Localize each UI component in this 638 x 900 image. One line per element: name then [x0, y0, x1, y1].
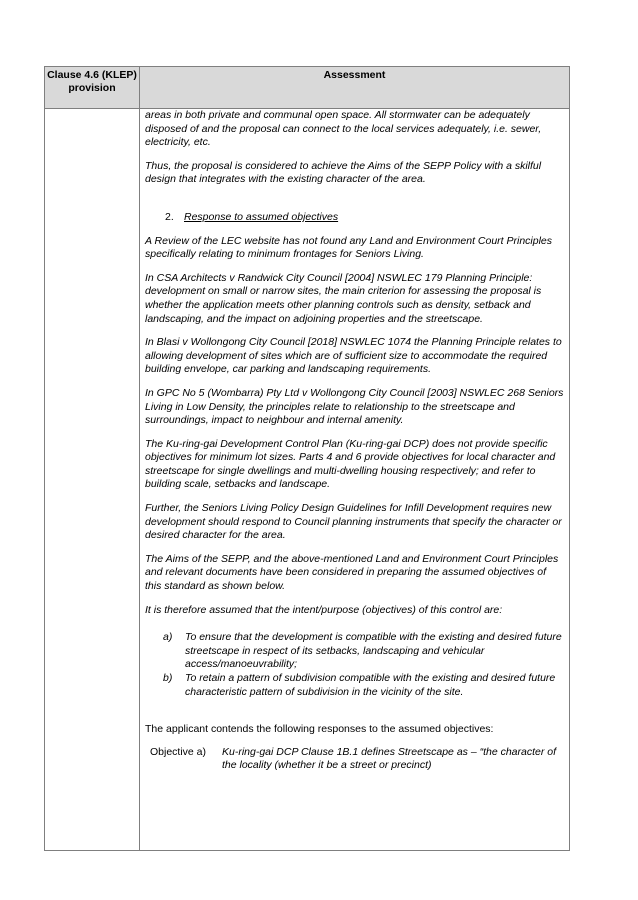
paragraph-11: The applicant contends the following responses to the assumed objectives:	[145, 723, 494, 736]
paragraph-9: The Aims of the SEPP, and the above-mentioned Land and Environment Court Principles and relevant documents have been considered in preparing the assumed objectives of this standard as shown below.	[145, 552, 559, 593]
paragraph-5: In Blasi v Wollongong City Council [2018] NSWLEC 1074 the Planning Principle relates to allowing development of sites which are of sufficient size to accommodate the required building envelope, car parking and landscaping requirements.	[145, 336, 562, 376]
objective-label: Objective a)	[150, 745, 207, 758]
list-text: To retain a pattern of subdivision compatible with the existing and desired future characteristic pattern of subdivision in the vicinity of the site.	[185, 672, 556, 698]
list-text: To ensure that the development is compatible with the existing and desired future streetscape in respect of its setbacks, landscaping and vehicular access/manoeuvrability;	[185, 631, 562, 671]
paragraph-10: It is therefore assumed that the intent/purpose (objectives) of this control are:	[145, 603, 503, 616]
objectives-list	[145, 631, 565, 699]
col1-header: Clause 4.6 (KLEP) provision	[47, 69, 137, 94]
list-item	[145, 631, 565, 672]
list-item	[145, 672, 565, 699]
section-heading	[145, 211, 565, 225]
objective-text: Ku-ring-gai DCP Clause 1B.1 defines Streetscape as – “the character of the locality (whether it be a street or precinct)	[222, 745, 557, 772]
paragraph-3: A Review of the LEC website has not found any Land and Environment Court Principles specifically relating to minimum frontages for Seniors Living.	[145, 234, 553, 261]
list-marker: b)	[163, 672, 173, 684]
assessment-cell	[145, 109, 565, 773]
heading-number: 2.	[165, 210, 174, 223]
paragraph-4: In CSA Architects v Randwick City Council [2004] NSWLEC 179 Planning Principle: development on small or narrow sites, the main criterion for assessing the proposal is whether the application meets other planning controls such as density, setback and landscaping, and the impact on adjoining properties and the streetscape.	[145, 271, 542, 325]
assessment-table	[44, 66, 570, 851]
column-divider	[139, 67, 140, 850]
heading-text: Response to assumed objectives	[184, 210, 339, 223]
col2-header: Assessment	[323, 69, 386, 81]
paragraph-7: The Ku-ring-gai Development Control Plan (Ku-ring-gai DCP) does not provide specific objectives for minimum lot sizes. Parts 4 and 6 provide objectives for local character and streetscape for single dwellings and multi-dwelling housing respectively; and refer to building scale, setbacks and landscape.	[145, 437, 556, 491]
paragraph-2: Thus, the proposal is considered to achieve the Aims of the SEPP Policy with a skilful design that integrates with the existing character of the area.	[145, 159, 542, 186]
paragraph-8: Further, the Seniors Living Policy Design Guidelines for Infill Development requires new development should respond to Council planning instruments that specify the character or desired character for the area.	[145, 502, 562, 542]
paragraph-1: areas in both private and communal open space. All stormwater can be adequately disposed of and the proposal can connect to the local services adequately, i.e. sewer, electricity, etc.	[145, 109, 542, 149]
list-marker: a)	[163, 631, 173, 644]
objective-row	[145, 746, 565, 773]
paragraph-6: In GPC No 5 (Wombarra) Pty Ltd v Wollongong City Council [2003] NSWLEC 268 Seniors Living in Low Density, the principles relate to relationship to the streetscape and surroundings, impact to neighbour and internal amenity.	[145, 386, 564, 427]
